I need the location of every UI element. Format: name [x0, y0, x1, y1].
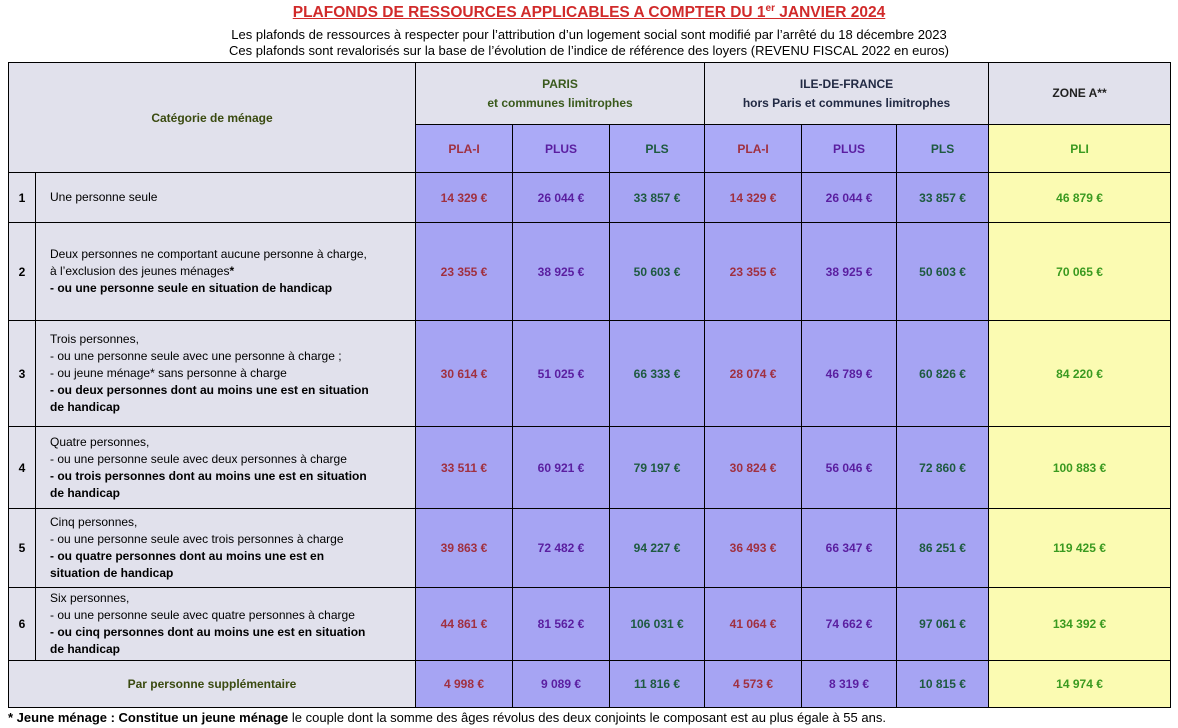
title-text-end: JANVIER 2024 [774, 4, 886, 22]
desc-bold-text: - ou cinq personnes dont au moins une est en situation [50, 625, 366, 639]
desc-line: - ou une personne seule avec une personne à charge ; [50, 349, 342, 363]
table-row [9, 223, 1171, 321]
desc-line: - ou une personne seule avec trois personnes à charge [50, 532, 344, 546]
value-paris-plai: 33 511 € [416, 427, 513, 509]
title-superscript: er [765, 3, 775, 14]
value-zone-pli: 134 392 € [989, 588, 1171, 661]
desc-line-bold [50, 565, 409, 582]
value-idf-plai: 41 064 € [705, 588, 802, 661]
table-row [9, 321, 1171, 427]
row-number: 4 [9, 427, 36, 509]
desc-bold-text: - ou quatre personnes dont au moins une est en [50, 549, 325, 563]
value-zone-pli: 119 425 € [989, 509, 1171, 588]
desc-line: Quatre personnes, [50, 434, 150, 449]
row-number: 5 [9, 509, 36, 588]
value-paris-plai: 30 614 € [416, 321, 513, 427]
table-row-extra-person [9, 661, 1171, 708]
desc-bold-text: - ou deux personnes dont au moins une est en situation [50, 383, 369, 397]
value-paris-plus: 81 562 € [513, 588, 610, 661]
desc-line-bold [50, 399, 409, 416]
value-idf-pls: 97 061 € [897, 588, 989, 661]
desc-line: Six personnes, [50, 591, 130, 605]
table-row [9, 427, 1171, 509]
desc-line-bold [50, 468, 409, 485]
value-idf-plus: 38 925 € [802, 223, 897, 321]
group-header-paris [416, 63, 705, 125]
row-description [36, 427, 416, 509]
desc-line: - ou une personne seule avec deux personnes à charge [50, 451, 347, 466]
desc-bold-text: de handicap [50, 485, 121, 500]
value-paris-pls: 79 197 € [610, 427, 705, 509]
subheader-idf-pls: PLS [897, 125, 989, 173]
desc-line-bold [50, 641, 409, 658]
paris-line-2: et communes limitrophes [487, 95, 633, 110]
value-paris-plus: 72 482 € [513, 509, 610, 588]
desc-line-bold [50, 382, 409, 399]
value-idf-plus: 26 044 € [802, 173, 897, 223]
value-zone-pli: 14 974 € [989, 661, 1171, 708]
value-idf-plai: 36 493 € [705, 509, 802, 588]
category-header: Catégorie de ménage [9, 63, 416, 173]
desc-line-text: à l’exclusion des jeunes ménages [50, 264, 230, 278]
title-text: PLAFONDS DE RESSOURCES APPLICABLES A COMPTER DU 1 [292, 4, 766, 22]
value-paris-plai: 39 863 € [416, 509, 513, 588]
extra-person-label: Par personne supplémentaire [9, 661, 416, 708]
idf-line-1: ILE-DE-FRANCE [799, 76, 894, 91]
table-row [9, 173, 1171, 223]
value-idf-plus: 8 319 € [802, 661, 897, 708]
value-zone-pli: 70 065 € [989, 223, 1171, 321]
subheader-idf-plus: PLUS [802, 125, 897, 173]
subtitle-2: Ces plafonds sont revalorisés sur la base de l’évolution de l’indice de référence des loyers (REVENU FISCAL 2022 en euros) [229, 43, 949, 58]
paris-line-1: PARIS [542, 76, 578, 91]
table-row [9, 509, 1171, 588]
value-idf-plai: 4 573 € [705, 661, 802, 708]
page-title [0, 3, 1178, 25]
value-paris-plai: 4 998 € [416, 661, 513, 708]
idf-line-2: hors Paris et communes limitrophes [742, 95, 951, 110]
subheader-paris-plus: PLUS [513, 125, 610, 173]
desc-line: Cinq personnes, [50, 515, 138, 529]
value-paris-plus: 9 089 € [513, 661, 610, 708]
desc-line [50, 263, 409, 280]
value-paris-plus: 38 925 € [513, 223, 610, 321]
value-idf-pls: 33 857 € [897, 173, 989, 223]
row-number: 3 [9, 321, 36, 427]
value-paris-pls: 11 816 € [610, 661, 705, 708]
value-paris-pls: 50 603 € [610, 223, 705, 321]
row-description [36, 223, 416, 321]
subheader-paris-plai: PLA-I [416, 125, 513, 173]
desc-bold-text: de handicap [50, 400, 121, 414]
value-idf-plus: 74 662 € [802, 588, 897, 661]
group-header-idf [705, 63, 989, 125]
desc-bold-text: - ou une personne seule en situation de handicap [50, 281, 333, 295]
value-paris-plus: 26 044 € [513, 173, 610, 223]
value-zone-pli: 100 883 € [989, 427, 1171, 509]
desc-line-bold [50, 485, 409, 502]
desc-line-bold [50, 280, 409, 297]
row-number: 2 [9, 223, 36, 321]
desc-line-asterisk: * [229, 264, 235, 278]
desc-line: - ou une personne seule avec quatre personnes à charge [50, 608, 355, 622]
value-idf-pls: 72 860 € [897, 427, 989, 509]
value-paris-pls: 66 333 € [610, 321, 705, 427]
group-header-zone-a: ZONE A** [989, 63, 1171, 125]
footnote [8, 710, 886, 725]
row-description [36, 173, 416, 223]
value-idf-pls: 86 251 € [897, 509, 989, 588]
desc-line: Une personne seule [50, 190, 158, 204]
subheader-idf-plai: PLA-I [705, 125, 802, 173]
row-description [36, 321, 416, 427]
value-zone-pli: 84 220 € [989, 321, 1171, 427]
subtitle-1: Les plafonds de ressources à respecter pour l’attribution d’un logement social sont modifié par l’arrêté du 18 décembre 2023 [231, 27, 947, 42]
desc-line: - ou jeune ménage* sans personne à charge [50, 366, 287, 380]
value-paris-plai: 14 329 € [416, 173, 513, 223]
desc-line-bold [50, 548, 409, 565]
value-paris-plai: 23 355 € [416, 223, 513, 321]
value-paris-pls: 94 227 € [610, 509, 705, 588]
ceilings-table [8, 62, 1171, 708]
value-zone-pli: 46 879 € [989, 173, 1171, 223]
desc-line: Trois personnes, [50, 332, 139, 346]
value-idf-plus: 66 347 € [802, 509, 897, 588]
value-paris-plus: 60 921 € [513, 427, 610, 509]
table-row [9, 588, 1171, 661]
value-idf-plai: 23 355 € [705, 223, 802, 321]
value-idf-pls: 50 603 € [897, 223, 989, 321]
value-idf-plai: 30 824 € [705, 427, 802, 509]
footnote-bold: * Jeune ménage : Constitue un jeune ménage [8, 710, 289, 725]
row-description [36, 509, 416, 588]
value-paris-pls: 106 031 € [610, 588, 705, 661]
value-paris-plus: 51 025 € [513, 321, 610, 427]
row-number: 1 [9, 173, 36, 223]
desc-bold-text: - ou trois personnes dont au moins une est en situation [50, 468, 367, 483]
value-idf-pls: 10 815 € [897, 661, 989, 708]
desc-line-bold [50, 624, 409, 641]
desc-bold-text: situation de handicap [50, 566, 174, 580]
footnote-text: le couple dont la somme des âges révolus des deux conjoints le composant est au plus égale à 55 ans. [288, 710, 886, 725]
value-idf-plus: 56 046 € [802, 427, 897, 509]
row-description [36, 588, 416, 661]
value-idf-pls: 60 826 € [897, 321, 989, 427]
subheader-zone-pli: PLI [989, 125, 1171, 173]
subheader-paris-pls: PLS [610, 125, 705, 173]
value-idf-plus: 46 789 € [802, 321, 897, 427]
value-idf-plai: 28 074 € [705, 321, 802, 427]
value-idf-plai: 14 329 € [705, 173, 802, 223]
value-paris-pls: 33 857 € [610, 173, 705, 223]
desc-line: Deux personnes ne comportant aucune personne à charge, [50, 247, 367, 261]
desc-bold-text: de handicap [50, 642, 121, 656]
value-paris-plai: 44 861 € [416, 588, 513, 661]
row-number: 6 [9, 588, 36, 661]
